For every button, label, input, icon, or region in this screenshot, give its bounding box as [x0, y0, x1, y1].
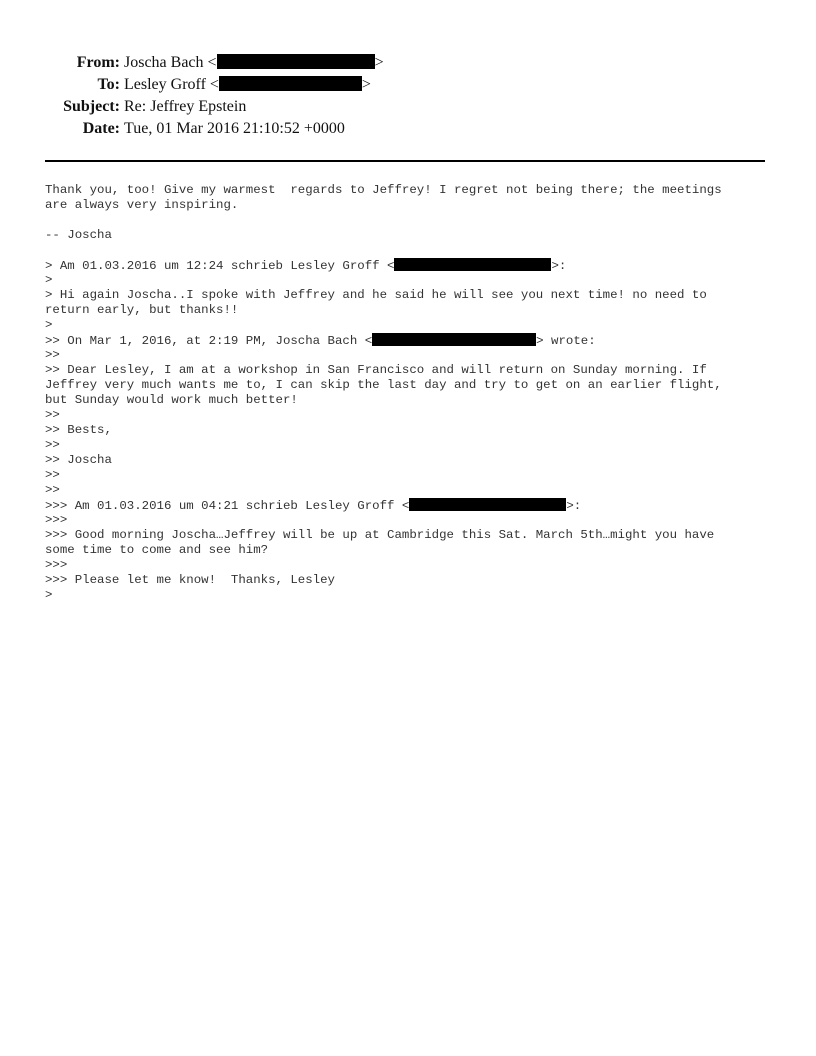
quote-header-close: > wrote: [536, 334, 596, 348]
to-label: To: [97, 76, 120, 93]
quoted-line: >> Bests, [45, 423, 112, 437]
quote-header-line [45, 333, 765, 348]
signature-line: -- Joscha [45, 228, 112, 242]
header-divider [45, 160, 765, 162]
quoted-line: > [45, 273, 53, 287]
to-close: > [361, 76, 371, 93]
quoted-line: >>> Good morning Joscha…Jeffrey will be up at Cambridge this Sat. March 5th…might you have [45, 528, 715, 542]
quoted-line: >> [45, 348, 60, 362]
quote-header-line [45, 498, 765, 513]
to-name: Lesley Groff < [124, 76, 219, 93]
quoted-line: >> [45, 483, 60, 497]
from-close: > [374, 54, 384, 71]
quoted-line: Jeffrey very much wants me to, I can skip the last day and try to get on an earlier flight, [45, 378, 722, 392]
quoted-line: >> [45, 438, 60, 452]
quoted-line: >> [45, 408, 60, 422]
subject-label: Subject: [63, 98, 120, 115]
quoted-line: >> Dear Lesley, I am at a workshop in San Francisco and will return on Sunday morning. If [45, 363, 707, 377]
quote-header-close: >: [566, 499, 582, 513]
body-line: are always very inspiring. [45, 198, 239, 212]
from-value [124, 52, 384, 74]
quoted-line: some time to come and see him? [45, 543, 269, 557]
redaction-box [219, 76, 362, 91]
redaction-box [217, 54, 375, 69]
date-value: Tue, 01 Mar 2016 21:10:52 +0000 [124, 120, 345, 137]
redaction-box [394, 258, 551, 271]
to-row [0, 74, 816, 96]
quote-header-text: >>> Am 01.03.2016 um 04:21 schrieb Lesley Groff < [45, 499, 410, 513]
date-row [0, 118, 816, 140]
date-label: Date: [82, 120, 120, 137]
quoted-line: > [45, 588, 53, 602]
quoted-line: >> Joscha [45, 453, 112, 467]
quoted-line: >> [45, 468, 60, 482]
quoted-line: >>> Please let me know! Thanks, Lesley [45, 573, 335, 587]
quoted-line: but Sunday would work much better! [45, 393, 298, 407]
redaction-box [409, 498, 566, 511]
body-line [45, 213, 765, 228]
email-header [0, 52, 816, 140]
quoted-line: >>> [45, 558, 68, 572]
redaction-box [372, 333, 536, 346]
quoted-line: > [45, 318, 53, 332]
from-name: Joscha Bach < [124, 54, 217, 71]
from-row [0, 52, 816, 74]
quoted-line: >>> [45, 513, 68, 527]
quote-header-text: > Am 01.03.2016 um 12:24 schrieb Lesley Groff < [45, 259, 395, 273]
body-line [45, 243, 765, 258]
quoted-line: return early, but thanks!! [45, 303, 239, 317]
body-line: Thank you, too! Give my warmest regards to Jeffrey! I regret not being there; the meetings [45, 183, 722, 197]
quote-header-text: >> On Mar 1, 2016, at 2:19 PM, Joscha Bach < [45, 334, 373, 348]
subject-value: Re: Jeffrey Epstein [124, 98, 247, 115]
to-value [124, 74, 371, 96]
subject-row [0, 96, 816, 118]
email-body [45, 183, 765, 603]
quoted-line: > Hi again Joscha..I spoke with Jeffrey and he said he will see you next time! no need to [45, 288, 707, 302]
quote-header-line [45, 258, 765, 273]
quote-header-close: >: [551, 259, 567, 273]
from-label: From: [76, 54, 120, 71]
